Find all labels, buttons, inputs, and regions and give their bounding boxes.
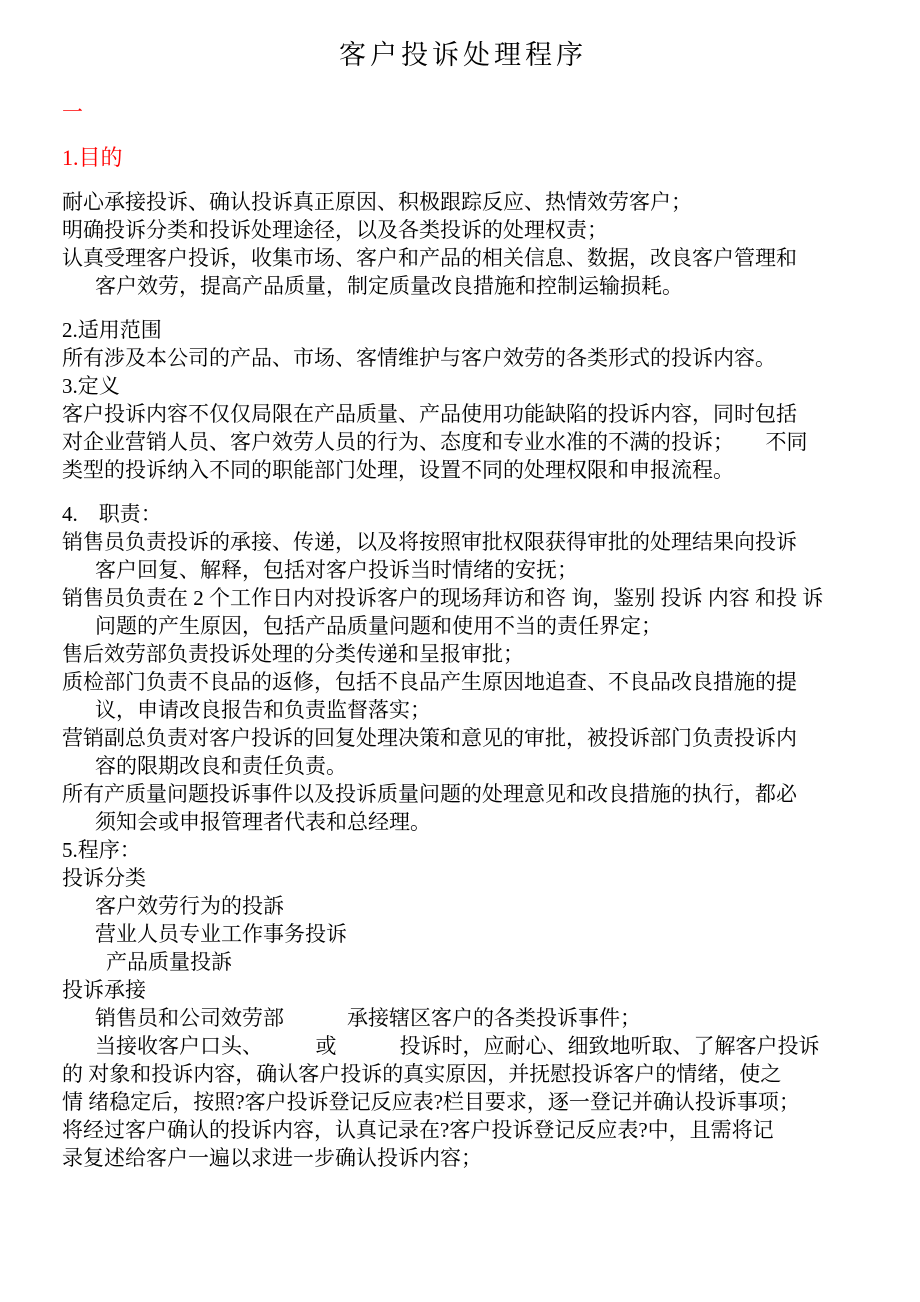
document-line: 4. 职责：	[62, 502, 162, 526]
document-line: 售后效劳部负责投诉处理的分类传递和呈报审批；	[62, 642, 524, 666]
document-line: 质检部门负责不良品的返修，包括不良品产生原因地追查、不良品改良措施的提	[62, 670, 797, 694]
document-body	[62, 98, 864, 1172]
document-line: 2.适用范围	[62, 318, 162, 342]
document-line: 客户效劳，提高产品质量，制定质量改良措施和控制运输损耗。	[95, 274, 683, 298]
document-line: 将经过客户确认的投诉内容，认真记录在?客户投诉登记反应表?中，且需将记	[62, 1118, 774, 1142]
document-line: 客户效劳行为的投訴	[95, 894, 284, 918]
document-line: 一	[62, 100, 83, 124]
document-line: 须知会或申报管理者代表和总经理。	[95, 810, 431, 834]
document-line: 销售员和公司效劳部 承接辖区客户的各类投诉事件；	[95, 1006, 641, 1030]
document-line: 议，申请改良报告和负责监督落实；	[95, 698, 431, 722]
document-line: 认真受理客户投诉，收集市场、客户和产品的相关信息、数据，改良客户管理和	[62, 246, 797, 270]
document-line: 投诉分类	[62, 866, 146, 890]
document-line: 问题的产生原因，包括产品质量问题和使用不当的责任界定；	[95, 614, 662, 638]
document-line: 销售员负责投诉的承接、传递，以及将按照审批权限获得审批的处理结果向投诉	[62, 530, 797, 554]
document-line: 营销副总负责对客户投诉的回复处理决策和意见的审批，被投诉部门负责投诉内	[62, 726, 797, 750]
document-line: 明确投诉分类和投诉处理途径，以及各类投诉的处理权责；	[62, 218, 608, 242]
document-line: 投诉承接	[62, 978, 146, 1002]
document-line: 产品质量投訴	[106, 950, 232, 974]
document-line: 客户回复、解释，包括对客户投诉当时情绪的安抚；	[95, 558, 578, 582]
document-line: 当接收客户口头、 或 投诉时，应耐心、细致地听取、了解客户投诉	[95, 1034, 820, 1058]
document-line: 对企业营销人员、客户效劳人员的行为、态度和专业水准的不满的投诉； 不同	[62, 430, 808, 454]
document-title: 客户投诉处理程序	[339, 40, 587, 70]
document-line: 所有涉及本公司的产品、市场、客情维护与客户效劳的各类形式的投诉内容。	[62, 346, 776, 370]
document-line: 1.目的	[62, 145, 123, 170]
document-line: 所有产质量问题投诉事件以及投诉质量问题的处理意见和改良措施的执行，都必	[62, 782, 797, 806]
document-line: 类型的投诉纳入不同的职能部门处理，设置不同的处理权限和申报流程。	[62, 458, 734, 482]
document-line: 情 绪稳定后，按照?客户投诉登记反应表?栏目要求，逐一登记并确认投诉事项；	[62, 1090, 800, 1114]
document-line: 5.程序：	[62, 838, 141, 862]
document-line: 销售员负责在 2 个工作日内对投诉客户的现场拜访和咨 询，鉴别 投诉 内容 和投 诉	[62, 586, 824, 610]
document-line: 的 对象和投诉内容，确认客户投诉的真实原因，并抚慰投诉客户的情绪，使之	[62, 1062, 782, 1086]
document-line: 营业人员专业工作事务投诉	[95, 922, 347, 946]
document-line: 3.定义	[62, 374, 120, 398]
document-line: 容的限期改良和责任负责。	[95, 754, 347, 778]
document-line: 耐心承接投诉、确认投诉真正原因、积极跟踪反应、热情效劳客户；	[62, 190, 692, 214]
document-line: 录复述给客户一遍以求进一步确认投诉内容；	[62, 1146, 482, 1170]
document-line: 客户投诉内容不仅仅局限在产品质量、产品使用功能缺陷的投诉内容，同时包括	[62, 402, 797, 426]
